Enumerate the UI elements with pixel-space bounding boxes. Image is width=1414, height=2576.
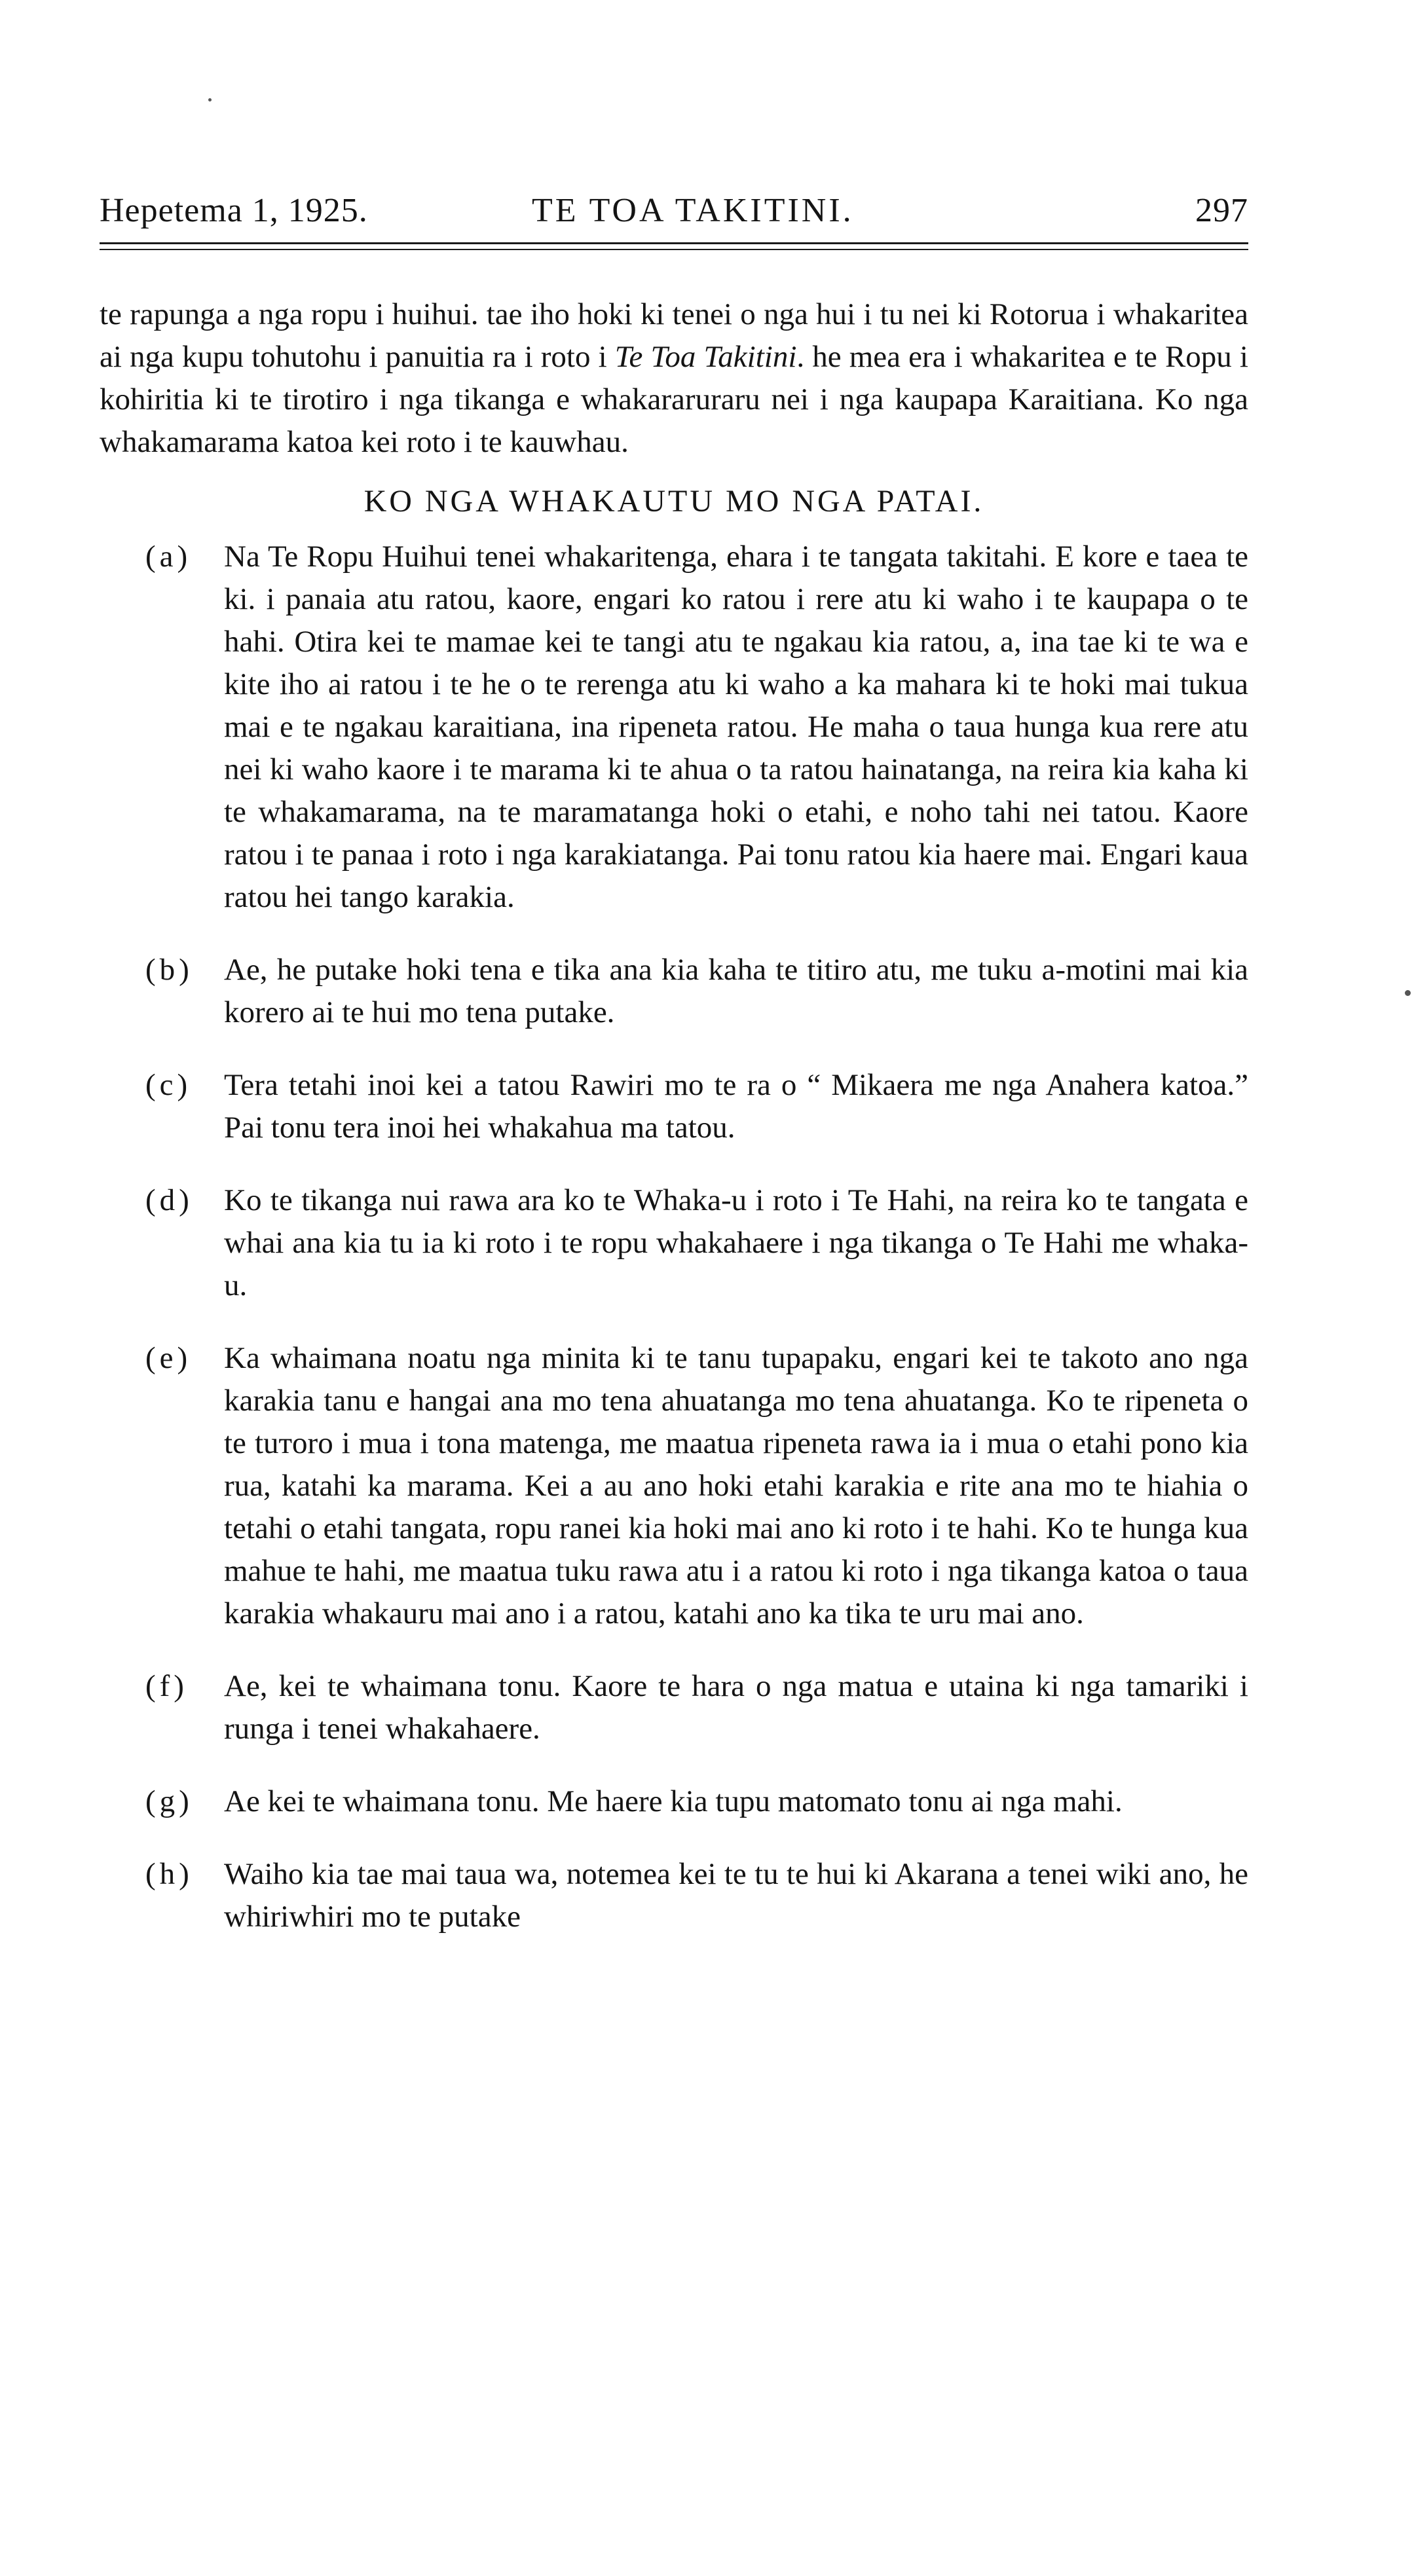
header-title: TE TOA TAKITINI. bbox=[532, 192, 854, 229]
answer-label: (e) bbox=[145, 1341, 192, 1375]
header-rule-thin bbox=[100, 249, 1248, 250]
page-number: 297 bbox=[1195, 192, 1248, 229]
answer-item bbox=[100, 1780, 1248, 1823]
answer-text: Ae, he putake hoki tena e tika ana kia kaha te titiro atu, me tuku a-motini mai kia korero ai te hui mo tena putake. bbox=[224, 953, 1248, 1029]
print-speck bbox=[1405, 990, 1411, 996]
answer-label: (d) bbox=[145, 1183, 193, 1217]
intro-text-part1: te rapunga a nga ropu i huihui. tae iho hoki ki tenei o nga hui i tu nei ki Rotorua i whakaritea ai nga kupu tohutohu i panuitia ra i roto i bbox=[100, 297, 1248, 374]
answer-text: Ko te tikanga nui rawa ara ko te Whaka-u i roto i Te Hahi, na reira ko te tangata e whai ana kia tu ia ki roto i te ropu whakahaere i nga tikanga o Te Hahi me whaka-u. bbox=[224, 1183, 1248, 1302]
answer-label: (c) bbox=[145, 1068, 192, 1102]
answer-text: Waiho kia tae mai taua wa, notemea kei te tu te hui ki Akarana a tenei wiki ano, he whiriwhiri mo te putake bbox=[224, 1857, 1248, 1934]
print-speck bbox=[208, 98, 212, 101]
answer-item bbox=[100, 1179, 1248, 1307]
answer-label: (g) bbox=[145, 1784, 193, 1818]
newspaper-title: Te Toa Takitini bbox=[614, 340, 797, 374]
answer-text: Ae kei te whaimana tonu. Me haere kia tupu matomato tonu ai nga mahi. bbox=[224, 1784, 1123, 1818]
answer-label: (a) bbox=[145, 540, 192, 574]
section-heading: KO NGA WHAKAUTU MO NGA PATAI. bbox=[363, 484, 984, 519]
answer-item bbox=[100, 1064, 1248, 1149]
answer-item bbox=[100, 1665, 1248, 1750]
answer-label: (f) bbox=[145, 1669, 188, 1703]
answer-text: Na Te Ropu Huihui tenei whakaritenga, ehara i te tangata takitahi. E kore e taea te ki. i panaia atu ratou, kaore, engari ko ratou i rere atu ki waho i te kaupapa o te hahi. Otira kei te mamae kei te tangi atu te ngakau kia ratou, a, ina tae ki te wa e kite iho ai ratou i te he o te rerenga atu ki waho a ka mahara ki te hoki mai tukua mai e te ngakau karaitiana, ina ripeneta ratou. He maha o taua hunga kua rere atu nei ki waho kaore i te marama ki te ahua o ta ratou hainatanga, na reira kia kaha ki te whakamarama, na te maramatanga hoki o etahi, e noho tahi nei tatou. Kaore ratou i te panaa i roto i nga karakiatanga. Pai tonu ratou kia haere mai. Engari kaua ratou hei tango karakia. bbox=[224, 540, 1248, 914]
running-header bbox=[100, 191, 1248, 237]
header-rule bbox=[100, 242, 1248, 244]
header-date: Hepetema 1, 1925. bbox=[100, 192, 368, 229]
answer-text: Tera tetahi inoi kei a tatou Rawiri mo te ra o “ Mikaera me nga Anahera katoa.” Pai tonu tera inoi hei whakahua ma tatou. bbox=[224, 1068, 1248, 1145]
answer-item bbox=[100, 536, 1248, 919]
answer-item bbox=[100, 949, 1248, 1034]
answer-text: Ka whaimana noatu nga minita ki te tanu tupapaku, engari kei te takoto ano nga karakia tanu e hangai ana mo tena ahuatanga mo tena ahuatanga. Ko te ripeneta o te tuтoro i mua i tona matenga, me maatua ripeneta rawa ia i mua o etahi pono kia rua, katahi ka marama. Kei a au ano hoki etahi karakia e rite ana mo te hiahia o tetahi o etahi tangata, ropu ranei kia hoki mai ano ki roto i te hahi. Ko te hunga kua mahue te hahi, me maatua tuku rawa atu i a ratou ki roto i nga tikanga katoa o taua karakia whakauru mai ano i a ratou, katahi ano ka tika te uru mai ano. bbox=[224, 1341, 1248, 1630]
intro-text-part2: . he mea era i whakaritea e te Ropu i kohiritia ki te tirotiro i nga tikanga e whakararuraru nei i nga kaupapa Karaitiana. Ko nga whakamarama katoa kei roto i te kauwhau. bbox=[100, 340, 1248, 459]
answer-item bbox=[100, 1337, 1248, 1635]
body-text bbox=[100, 293, 1248, 1953]
answer-label: (h) bbox=[145, 1857, 193, 1891]
intro-paragraph bbox=[100, 293, 1248, 464]
answer-label: (b) bbox=[145, 953, 193, 987]
answer-item bbox=[100, 1853, 1248, 1938]
answer-text: Ae, kei te whaimana tonu. Kaore te hara o nga matua e utaina ki nga tamariki i runga i tenei whakahaere. bbox=[224, 1669, 1248, 1746]
